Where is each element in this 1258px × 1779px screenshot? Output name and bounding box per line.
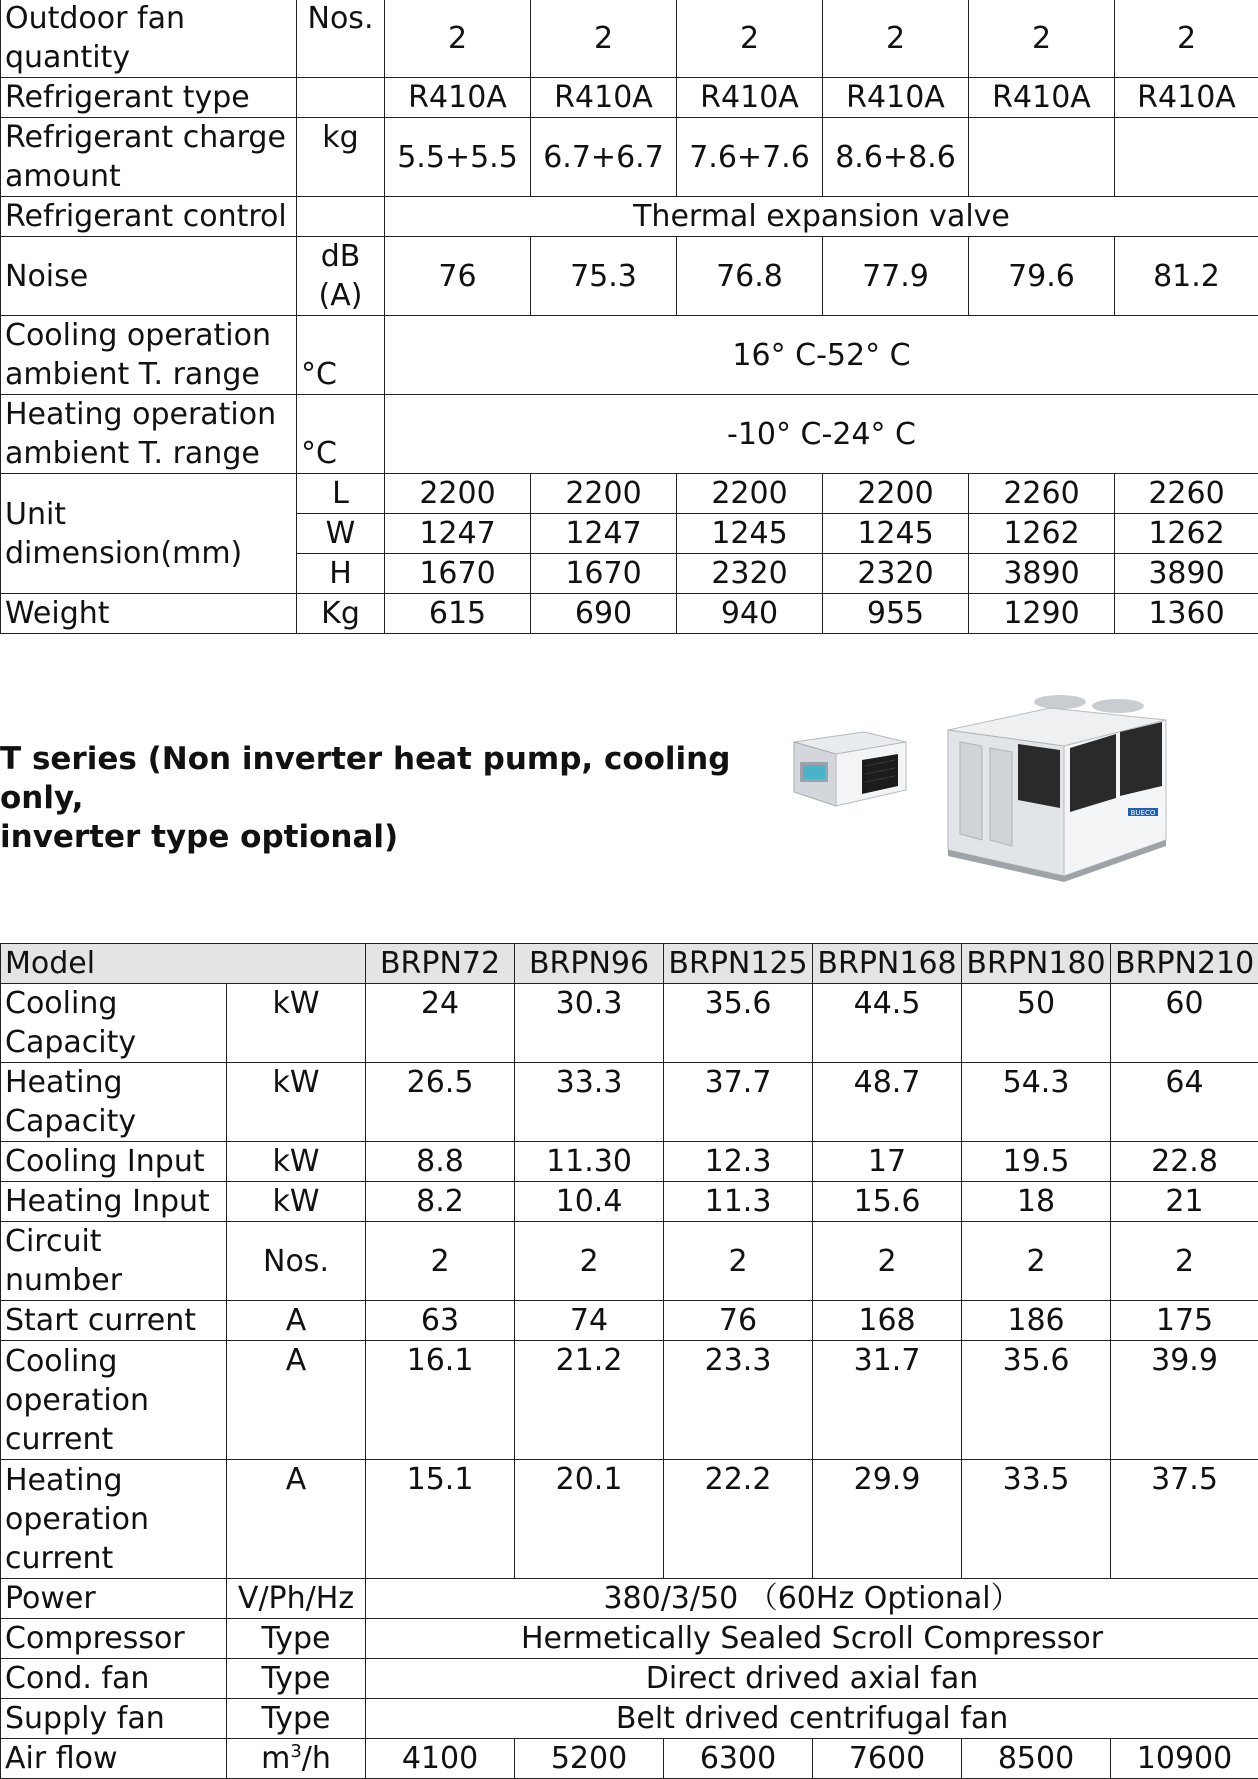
column-header: BRPN125 [664, 944, 813, 984]
cell: R410A [823, 78, 969, 118]
cell: 2320 [677, 554, 823, 594]
row-unit: Nos. [227, 1222, 366, 1301]
cell: 2200 [823, 474, 969, 514]
cell: 29.9 [813, 1460, 962, 1579]
table-row [1, 118, 1258, 197]
cell: 2 [664, 1222, 813, 1301]
cell: R410A [385, 78, 531, 118]
table-row [1, 1142, 1258, 1182]
cell: 1262 [1115, 514, 1258, 554]
row-unit: A [227, 1460, 366, 1579]
cell: 76.8 [677, 237, 823, 316]
cell: 3890 [1115, 554, 1258, 594]
table-row [1, 1460, 1258, 1579]
spanning-cell: Hermetically Sealed Scroll Compressor [366, 1619, 1258, 1659]
cell: 2 [1111, 1222, 1258, 1301]
cell: 2200 [677, 474, 823, 514]
cell: 3890 [969, 554, 1115, 594]
table-row [1, 197, 1258, 237]
row-unit: dB (A) [297, 237, 385, 316]
cell: 1245 [677, 514, 823, 554]
cell: 1247 [385, 514, 531, 554]
cell: 20.1 [515, 1460, 664, 1579]
table-row [1, 0, 1258, 78]
row-unit: kW [227, 984, 366, 1063]
spanning-cell: Belt drived centrifugal fan [366, 1699, 1258, 1739]
cell: 39.9 [1111, 1341, 1258, 1460]
table-row [1, 594, 1258, 634]
cell: 8500 [962, 1739, 1111, 1779]
row-label: Refrigerant charge amount [1, 118, 297, 197]
cell: 76 [385, 237, 531, 316]
table-row [1, 474, 1258, 514]
cell: 17 [813, 1142, 962, 1182]
large-rooftop-unit-image [940, 690, 1172, 882]
row-unit: A [227, 1301, 366, 1341]
row-unit [297, 78, 385, 118]
table-row [1, 395, 1258, 474]
cell: 23.3 [664, 1341, 813, 1460]
cell: 50 [962, 984, 1111, 1063]
cell: 37.7 [664, 1063, 813, 1142]
row-label: Heating operation ambient T. range [1, 395, 297, 474]
spanning-cell: -10° C-24° C [385, 395, 1258, 474]
table-row [1, 1301, 1258, 1341]
row-unit: °C [297, 316, 385, 395]
cell: 21.2 [515, 1341, 664, 1460]
cell: 21 [1111, 1182, 1258, 1222]
cell: R410A [677, 78, 823, 118]
table-row [1, 1182, 1258, 1222]
row-label: Cooling Input [1, 1142, 227, 1182]
cell: 1262 [969, 514, 1115, 554]
cell: 5.5+5.5 [385, 118, 531, 197]
cell: 955 [823, 594, 969, 634]
table-row [1, 984, 1258, 1063]
row-label: Unit dimension(mm) [1, 474, 297, 594]
cell: 4100 [366, 1739, 515, 1779]
row-label: Cooling operation current [1, 1341, 227, 1460]
cell [1115, 118, 1258, 197]
cell: 2 [531, 0, 677, 78]
cell: 76 [664, 1301, 813, 1341]
row-label: Refrigerant type [1, 78, 297, 118]
table-row [1, 1222, 1258, 1301]
cell: 24 [366, 984, 515, 1063]
table-row [1, 316, 1258, 395]
row-label: Air flow [1, 1739, 227, 1779]
table-row [1, 1341, 1258, 1460]
spec-table-top [0, 0, 1258, 634]
cell: R410A [531, 78, 677, 118]
row-label: Weight [1, 594, 297, 634]
cell: 2 [1115, 0, 1258, 78]
cell: 79.6 [969, 237, 1115, 316]
cell: 60 [1111, 984, 1258, 1063]
row-label: Compressor [1, 1619, 227, 1659]
table-row [1, 78, 1258, 118]
cell: 8.6+8.6 [823, 118, 969, 197]
cell: 1245 [823, 514, 969, 554]
row-label: Cooling operation ambient T. range [1, 316, 297, 395]
column-header: BRPN180 [962, 944, 1111, 984]
cell: 30.3 [515, 984, 664, 1063]
column-header: BRPN168 [813, 944, 962, 984]
cell: 37.5 [1111, 1460, 1258, 1579]
cell: 2 [962, 1222, 1111, 1301]
cell: 15.1 [366, 1460, 515, 1579]
cell: 22.8 [1111, 1142, 1258, 1182]
spanning-cell: Direct drived axial fan [366, 1659, 1258, 1699]
table-row [1, 1739, 1258, 1779]
cell: 2260 [1115, 474, 1258, 514]
cell: 48.7 [813, 1063, 962, 1142]
unit-superscript: 3 [290, 1741, 301, 1762]
row-unit: V/Ph/Hz [227, 1579, 366, 1619]
cell: 10900 [1111, 1739, 1258, 1779]
row-label: Outdoor fan quantity [1, 0, 297, 78]
cell: 75.3 [531, 237, 677, 316]
cell: 22.2 [664, 1460, 813, 1579]
spanning-cell: 16° C-52° C [385, 316, 1258, 395]
cell: 31.7 [813, 1341, 962, 1460]
heading-line-2: inverter type optional) [0, 818, 770, 857]
cell: 2 [366, 1222, 515, 1301]
cell: 1247 [531, 514, 677, 554]
row-unit: Type [227, 1619, 366, 1659]
row-unit [227, 1739, 366, 1779]
cell: 6.7+6.7 [531, 118, 677, 197]
row-unit: kg [297, 118, 385, 197]
row-label: Noise [1, 237, 297, 316]
cell: 26.5 [366, 1063, 515, 1142]
cell: R410A [1115, 78, 1258, 118]
cell: 175 [1111, 1301, 1258, 1341]
cell: 2 [515, 1222, 664, 1301]
cell: 690 [531, 594, 677, 634]
row-unit: Type [227, 1659, 366, 1699]
table-row [1, 237, 1258, 316]
cell: 2 [813, 1222, 962, 1301]
cell [969, 118, 1115, 197]
row-unit: Nos. [297, 0, 385, 78]
cell: 16.1 [366, 1341, 515, 1460]
cell: 615 [385, 594, 531, 634]
row-label: Heating operation current [1, 1460, 227, 1579]
cell: 33.5 [962, 1460, 1111, 1579]
spec-table-t-series [0, 943, 1258, 1779]
column-header: BRPN96 [515, 944, 664, 984]
cell: 1290 [969, 594, 1115, 634]
cell: 2 [969, 0, 1115, 78]
cell: 35.6 [962, 1341, 1111, 1460]
row-unit: L [297, 474, 385, 514]
cell: 2200 [385, 474, 531, 514]
cell: 5200 [515, 1739, 664, 1779]
cell: 54.3 [962, 1063, 1111, 1142]
table-row [1, 1619, 1258, 1659]
cell: 18 [962, 1182, 1111, 1222]
row-unit: kW [227, 1182, 366, 1222]
header-model-label: Model [1, 944, 366, 984]
row-label: Supply fan [1, 1699, 227, 1739]
row-unit: Type [227, 1699, 366, 1739]
cell: 2 [385, 0, 531, 78]
cell: 8.2 [366, 1182, 515, 1222]
cell: 77.9 [823, 237, 969, 316]
row-label: Circuit number [1, 1222, 227, 1301]
cell: 1670 [385, 554, 531, 594]
table-row [1, 1063, 1258, 1142]
cell: 2200 [531, 474, 677, 514]
cell: 7.6+7.6 [677, 118, 823, 197]
row-unit [297, 197, 385, 237]
cell: 33.3 [515, 1063, 664, 1142]
cell: 10.4 [515, 1182, 664, 1222]
spanning-cell: Thermal expansion valve [385, 197, 1258, 237]
cell: 15.6 [813, 1182, 962, 1222]
row-unit: kW [227, 1142, 366, 1182]
cell: 1670 [531, 554, 677, 594]
small-rooftop-unit-image [790, 728, 910, 810]
row-label: Heating Capacity [1, 1063, 227, 1142]
cell: 81.2 [1115, 237, 1258, 316]
unit-base: m [261, 1741, 290, 1776]
cell: 74 [515, 1301, 664, 1341]
cell: 2260 [969, 474, 1115, 514]
row-label: Cooling Capacity [1, 984, 227, 1063]
row-unit: kW [227, 1063, 366, 1142]
cell: 11.30 [515, 1142, 664, 1182]
cell: 1360 [1115, 594, 1258, 634]
cell: 6300 [664, 1739, 813, 1779]
cell: 64 [1111, 1063, 1258, 1142]
table-row [1, 1579, 1258, 1619]
cell: R410A [969, 78, 1115, 118]
cell: 8.8 [366, 1142, 515, 1182]
column-header: BRPN72 [366, 944, 515, 984]
heading-line-1: T series (Non inverter heat pump, cooling only, [0, 740, 770, 818]
cell: 2 [823, 0, 969, 78]
cell: 168 [813, 1301, 962, 1341]
cell: 19.5 [962, 1142, 1111, 1182]
cell: 2320 [823, 554, 969, 594]
row-label: Cond. fan [1, 1659, 227, 1699]
row-unit: Kg [297, 594, 385, 634]
row-label: Refrigerant control [1, 197, 297, 237]
cell: 2 [677, 0, 823, 78]
row-unit: H [297, 554, 385, 594]
cell: 11.3 [664, 1182, 813, 1222]
row-unit: A [227, 1341, 366, 1460]
column-header: BRPN210 [1111, 944, 1258, 984]
cell: 7600 [813, 1739, 962, 1779]
table-header-row [1, 944, 1258, 984]
table-row [1, 1659, 1258, 1699]
cell: 44.5 [813, 984, 962, 1063]
cell: 35.6 [664, 984, 813, 1063]
row-label: Heating Input [1, 1182, 227, 1222]
cell: 63 [366, 1301, 515, 1341]
cell: 12.3 [664, 1142, 813, 1182]
row-unit: °C [297, 395, 385, 474]
row-label: Start current [1, 1301, 227, 1341]
cell: 186 [962, 1301, 1111, 1341]
spanning-cell: 380/3/50 （60Hz Optional） [366, 1579, 1258, 1619]
row-label: Power [1, 1579, 227, 1619]
cell: 940 [677, 594, 823, 634]
unit-tail: /h [302, 1741, 331, 1776]
row-unit: W [297, 514, 385, 554]
section-heading [0, 740, 770, 857]
brand-logo: BUECO [1131, 809, 1156, 817]
